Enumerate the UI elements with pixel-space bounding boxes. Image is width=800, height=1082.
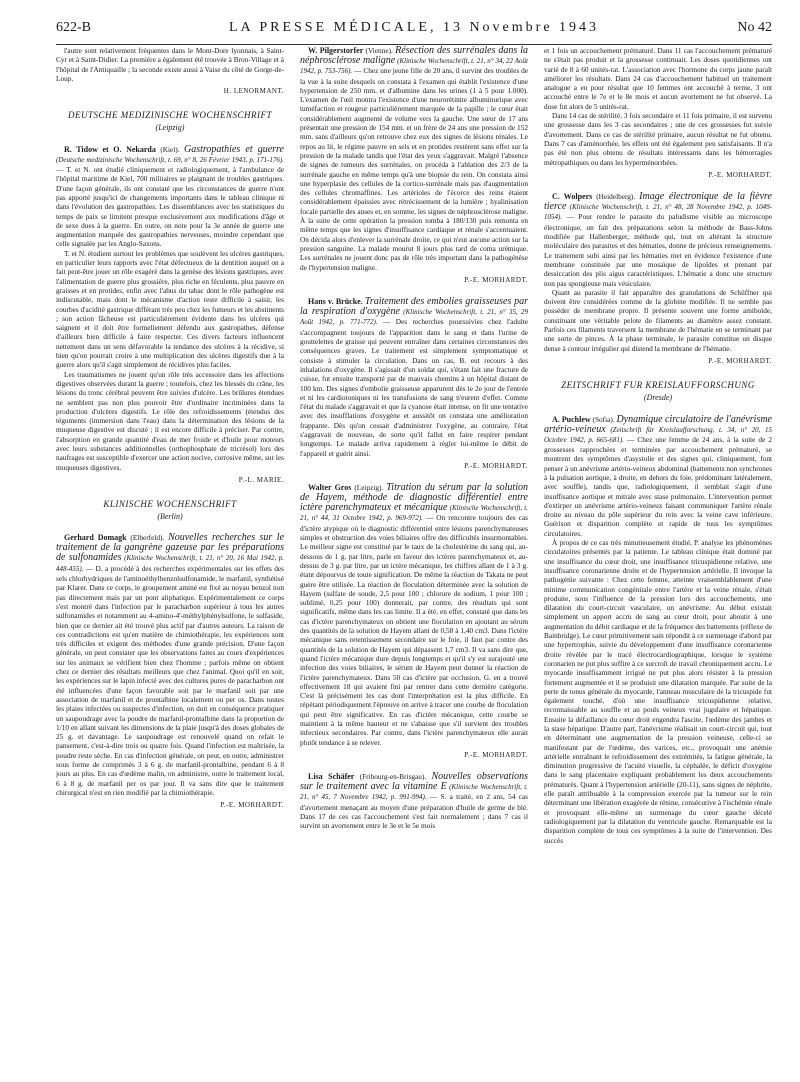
article-reference: (Deutsche medizinische Wochenschrift, t. 69, n° 8, 26 Février 1943, p. 171-176). bbox=[56, 155, 284, 164]
section-city: (Dresde) bbox=[643, 393, 673, 403]
article-author: Lisa Schäfer bbox=[308, 772, 355, 782]
article-author: A. Puchlew bbox=[552, 414, 591, 424]
article-title: Nouvelles recherches sur le traitement de la gangrène gazeuse par les préparations de sulfonamides bbox=[56, 532, 284, 564]
article-title: Image électronique de la fièvre tierce bbox=[544, 191, 772, 213]
article-affiliation: (Heidelberg). bbox=[596, 192, 636, 202]
article-title: Résection des surrénales dans la néphrosclérose maligne bbox=[300, 46, 528, 66]
column-2 bbox=[300, 46, 528, 1076]
signature: P.-E. MORHARDT. bbox=[708, 170, 772, 179]
article bbox=[56, 145, 284, 485]
section-heading: ZEITSCHRIFT FUR KREISLAUFFORSCHUNG bbox=[561, 380, 755, 391]
section-city: (Berlin) bbox=[157, 512, 183, 522]
article-body: — Pour rendre le parasite du paludisme visible au microscope électronique, on fait des préparations selon la méthode de Bass-Johns modifiée par Hallenberger, méthode qui, tout en altérant la structure moléculaire des parasites et des hématies, donne de précieux renseignements. Le traitement subi ainsi par les hématies met en évidence l'existence d'une membrane constituée par une mosaïque de lipoïdes et prenant par dessiccation des plis aigus caractéristiques. L'hématie a donc une structure non pas spongieuse mais vésiculaire. bbox=[544, 212, 772, 288]
article-reference: (Klinische Wochenschrift, t. 21, n° 34, 22 Août 1942, p. 753-756). bbox=[300, 57, 528, 76]
article-body: — T. et N. ont étudié cliniquement et radiologiquement, à l'ambulance de l'hôpital maritime de Kiel, 700 militaires se plaignant de troubles gastriques. D'une façon générale, ils ont constaté que les circonstances de guerre n'ont pas apporté jusqu'ici de changements importants dans le tableau clinique ni dans l'évolution des gastropathies. Les dissemblances avec les statistiques du temps de paix se limitent presque exclusivement aux modifications d'âge et de sexe dues à la guerre. En outre, on note pour la 3e année de guerre une augmentation marquée des gastropathies nerveuses, moindre cependant que celle signalée par les Anglo-Saxons. bbox=[56, 165, 284, 249]
signature: P.-E. MORHARDT. bbox=[464, 275, 528, 284]
article bbox=[300, 46, 528, 285]
column-1 bbox=[56, 46, 284, 1076]
issue-number: No 42 bbox=[737, 20, 772, 35]
intro-text: l'autre sont relativement fréquentes dans le Mont-Dore lyonnais, à Saint-Cyr et à Saint-Didier. La première a également été trouvée à Bron-Village et à l'hôpital de l'Antiquaille ; la seconde existe aussi à Vaise du côté de Gorge-de-Loup. bbox=[56, 46, 284, 83]
article-body: — Des recherches poursuivies chez l'adulte s'accompagnent toujours de l'apparition dans le sang et dans l'urine de gouttelettes de graisse qui peuvent entraîner dans certaines circonstances des conséquences graves. Le traitement est simplement symptomatique et consiste à stimuler la circulation. Dans un cas, B. eut recours à des inhalations d'oxygène. Il s'agissait d'un soldat qui, s'étant fait une fracture de cuisse, fut ensuite transporté par de mauvais chemins à un hôpital distant de 100 km. Des signes d'embolie graisseuse apparurent dès le 2e jour de l'entrée et ni les cardiotoniques ni les transfusions de sang n'eurent d'effet. Comme l'état du malade s'aggravait et que la cyanose était intense, on fit une tentative avec des insufflations d'oxygène et aussitôt on constata une amélioration frappante. Dès qu'on cessait d'administrer l'oxygène, au contraire, l'état s'aggravait de nouveau, de sorte qu'il fallut en faire respirer pendant longtemps. Le malade arriva rapidement à régler lui-même le débit de l'appareil et guérit ainsi. bbox=[300, 317, 528, 458]
article-body: Dans 14 cas de stérilité, 3 fois secondaire et 11 fois primaire, il est survenu une grossesse dans les 3 cas secondaires ; une de ces grossesses fut suivie d'avortement. Dans ce cas de stérilité primaire, aucun résultat ne fut obtenu. Dans 7 cas d'aménorrhée, les effets ont été également peu satisfaisants. Il n'a pas été non plus obtenu de résultats intéressants dans les hémorragies métropathiques ou dans les hyperménorrhées. bbox=[544, 111, 772, 167]
article-title: Gastropathies et guerre bbox=[183, 143, 284, 155]
article-body: — Chez une jeune fille de 20 ans, il survint des troubles de la vue à la suite desquels on constata à l'examen qui établit l'existence d'une hypertension de 250 mm. et d'albumine dans les urines (1 à 5 pour 1.000). L'examen de l'œil montra l'existence d'une neurorétinite albuminurique avec tuméfaction et rougeur particulièrement marquée de la papille ; le cœur était considérablement augmenté de volume vers la gauche. Une sœur de 17 ans présentait une pression de 154 mm. et un frère de 24 ans une pression de 152 mm. sans d'ailleurs qu'on retrouve chez eux des signes de lésions rénales. Le repos au lit, le régime pauvre en sels et en protides restèrent sans effet sur la pression de la malade tandis que l'état des yeux s'aggravait. Malgré l'absence de signes de tumeurs des surrénales, on procéda à l'ablation des 2/3 de la surrénale gauche en même temps qu'à une biopsie du rein. On constata ainsi une hyperplasie des cellules de la cortico-surrénale mais pas d'augmentation des cellules chromaffines. Les artérioles de l'écorce des reins étaient considérablement épaissies avec rétrécissement de la lumière ; hyalinisation focale partielle des anses et, en somme, les signes de néphrosclérose maligne. À la suite de cette opération la pression tomba à 180/130 puis remonta en même temps que les signes d'insuffisance cardiaque et rénale s'accentuaient. On décida alors d'enlever la surrénale droite, ce qui n'eut aucune action sur la pression sanguine. La malade mourut 8 jours plus tard de coma urémique. Les surrénales ne jouent donc pas de rôle très important dans la pathogénèse de l'hypertension maligne. bbox=[300, 66, 528, 272]
article-body: et 1 fois un accouchement prématuré. Dans 11 cas l'accouchement prématuré ne s'était pas produit et la grossesse continuait. Les doses quotidiennes ont varié de 8 à 60 unités-rat. L'association avec l'hormone du corps jaune paraît améliorer les résultats. Dans 24 cas d'accouchement habituel un traitement analogue a eu pour résultat que 10 femmes ont accouché à terme, 3 ont accouché entre le 7e et le 8e mois et aucun avortement ne fut observé. La dose fut alors de 5 unités-rat. bbox=[544, 46, 772, 111]
article-author: R. Tidow et O. Nekarda bbox=[64, 144, 156, 154]
article-body: — S. a traité, en 2 ans, 54 cas d'avortement menaçant au moyen d'une préparation d'huile de germe de blé. Dans 17 de ces cas l'accouchement s'est fait normalement ; dans 7 cas il survint un avortement entre le 3e et le 5e mois bbox=[300, 792, 528, 831]
article bbox=[300, 772, 528, 830]
article bbox=[300, 297, 528, 471]
article-title: Titration du sérum par la solution de Hayem, méthode de diagnostic différentiel entre ictère parenchymateux et mécanique bbox=[300, 482, 528, 514]
article-body: — On rencontre toujours des cas d'ictère atypique où le diagnostic différentiel entre lésions parenchymateuses simples et obstruction des voies biliaires offre des difficultés insurmontables. Le meilleur signe est constitué par le taux de la cholestérine du sang qui, au-dessous de 1 g. par litre, parle en faveur des ictères parenchymateux et, au-dessus de 3 g. par litre, par un ictère mécanique, les chiffres allant de 1 à 3 g. étant dépourvus de toute signification. De même la réaction de Takata ne peut guère être utilisée. La réaction de floculation déterminée avec la solution de Hayem (sulfate de soude, 2,5 pour 100 ; chlorure de sodium, 1 pour 100 ; sublimé, 0,25 pour 100) donnerait, par contre, des résultats qui sont significatifs, même dans les cas limite. Il a été, en effet, constaté que dans les cas d'ictère parenchymateux on obtient une floculation en ajoutant au sérum des quantités de la solution de Hayem allant de 0,58 à 1,40 cm3. Dans l'ictère mécanique sans retentissement secondaire sur le foie, il faut par contre des quantités de la solution de Hayem qui dépassent 1,7 cm3. Il va sans dire que, quand l'ictère mécanique dure depuis longtemps et qu'il s'y est surajouté une infection des voies biliaires, le sérum de Hayem peut donner la réaction de l'ictère parenchymateux. Dans 50 cas d'ictère par occlusion, G. en a trouvé effectivement 18 qui avaient fini par rentrer dans cette dernière catégorie. C'est là précisément les cas dont l'interprétation est la plus difficile. En répétant périodiquement l'épreuve on arrive à tracer une courbe de floculation qui peut être significative. En cas d'ictère mécanique, cette courbe se maintient à la même hauteur et ne s'abaisse que s'il survient des troubles infectieux secondaires. Par contre, dans l'ictère parenchymateux elle aurait plutôt tendance à se relever. bbox=[300, 513, 528, 747]
article bbox=[544, 415, 772, 845]
article bbox=[300, 483, 528, 760]
article-affiliation: (Kiel). bbox=[160, 144, 180, 154]
article-reference: (Klinische Wochenschrift, t. 21, n° 48, 28 Novembre 1942, p. 1049-1054). bbox=[544, 203, 772, 222]
page-header bbox=[56, 20, 772, 45]
article-reference: (Zeitschrift für Kreislaufforschung, t. 34, n° 20, 15 Octobre 1942, p. 665-681). bbox=[544, 425, 772, 444]
article-affiliation: (Vienne). bbox=[365, 46, 393, 55]
article-author: W. Pilgerstorfer bbox=[308, 46, 364, 55]
signature: P.-L. MARIE. bbox=[238, 475, 284, 484]
article-body: Les traumatismes ne jouent qu'un rôle très accessoire dans les affections digestives observées durant la guerre ; toutefois, chez les blessés du crâne, les lésions du tronc cérébral peuvent être suivies d'ulcère. Les brûlures étendues ne semblent pas non plus pouvoir être d'ordinaire incriminées dans la production d'ulcères digestifs. Le rôle des refroidissements (étendus des téguments (immersion dans l'eau) dans la détermination des lésions de la muqueuse digestive est discuté ; il est encore difficile à préciser. Par contre, l'absorption en grande quantité d'eau de mer froide et d'huile pour moteurs avec leurs substances additionnelles (orthophosphate de tricrésol) lors des naufrages est susceptible d'exercer une action nocive, corrosive même, sur les muqueuses digestives. bbox=[56, 369, 284, 472]
page-number: 622-B bbox=[56, 20, 91, 35]
signature: P.-E. MORHARDT. bbox=[464, 750, 528, 759]
article-title: Nouvelles observations sur le traitement avec la vitamine E bbox=[300, 771, 528, 793]
article-reference: (Klinische Wochenschrift, t. 21, n° 20, 16 Mai 1942, p. 448-455). bbox=[56, 554, 284, 573]
section-heading: DEUTSCHE MEDIZINISCHE WOCHENSCHRIFT bbox=[68, 110, 272, 121]
article-affiliation: (Leipzig). bbox=[354, 483, 384, 493]
article-reference: (Klinische Wochenschrift, t. 21, n° 44, 31 Octobre 1942, p. 969-972). bbox=[300, 504, 528, 523]
article-title: Dynamique circulatoire de l'anévrisme artério-veineux bbox=[544, 413, 772, 435]
signature: P.-E. MORHARDT. bbox=[464, 461, 528, 470]
article-reference: (Klinische Wochenschrift, t. 21, n° 35, 29 Août 1942, p. 771-772). bbox=[300, 308, 528, 327]
article-body: Quant au parasite il fait apparaître des granulations de Schüffner qui doivent être considérées comme de la globine modifiée. Il ne semble pas posséder de membrane propre. Il présente souvent une forme amiboïde, constituant une véritable pelote de filaments au diamètre assez constant. Parfois ces filaments traversent la membrane de l'hématie en se terminant par une sorte de pinces. À la phase terminale, le parasite constitue un disque dense à contour irrégulier qui distend la membrane de l'hématie. bbox=[544, 287, 772, 353]
article-body: À propos de ce cas très minutieusement étudié, P. analyse les phénomènes circulatoires présentés par la patiente. Le tableau clinique était dominé par une insuffisance du cœur droit, une insuffisance tricuspidienne relative, une insuffisance coronarienne droite et de l'hypertension artérielle. Il invoque la pathogénie suivante : Chez cette femme, atteinte vraisemblablement d'une minime communication congénitale entre l'artère et la veine rénale, s'était produite, sous l'influence de la pression lors des accouchements, une dilatation du court-circuit vasculaire, un anévrisme. Au début existait simplement un apport accru de sang au cœur droit, pour aboutir à une augmentation du débit cardiaque et de la fréquence des battements (réflexe de Bainbridge). Le cœur primitivement sain répondit à ce surmenage d'abord par une hypertrophie, suivie du développement d'une insuffisance coronarienne droite révélée par le tracé électrocardiographique, lorsque le système coronarien ne put plus suffire à ce surcroît de travail chroniquement accru. Le myocarde insuffisamment irrigué ne put plus alors résister à la pression fortement augmentée et il se produisit une dilatation marquée. Par suite de la perte de tonus générale du myocarde, l'anneau musculaire de la tricuspide fut également touché, d'où une insuffisance tricuspidienne relative, reconnaissable au souffle et au pouls veineux vrai jugulaire et hépatique. Ensuite la défaillance du cœur droit engendra l'ascite, l'œdème des jambes et la stase hépatique. D'autre part, l'anévrisme réalisait un court-circuit qui, tout en déterminant une augmentation de la pression veineuse, celle-ci se manifestant par de l'œdème, des varices, etc., provoquait une anémie artérielle entraînant le refroidissement des extrémités, la fatigue générale, la diminution progressive de l'acuité visuelle, la céphalée, le déficit d'oxygène dans le sang placentaire expliquant probablement les deux accouchements prématurés. Quant à l'hypertension artérielle (20-11), sans signes de néphrite, elle paraît attribuable à la compression exercée par la tumeur sur le rein déterminant une libération exagérée de rénine, consécutive à l'ischémie rénale et provoquant elle-même un surmenage du cœur gauche décelé radiologiquement par la dilatation du ventricule gauche. Remarquable est la disparition complète de tous ces symptômes à la suite de l'intervention. Des succès bbox=[544, 538, 772, 845]
signature: H. LENORMANT. bbox=[223, 87, 284, 96]
column-3 bbox=[544, 46, 772, 1076]
article-author: Gerhard Domagk bbox=[64, 533, 127, 543]
journal-title: LA PRESSE MÉDICALE, 13 Novembre 1943 bbox=[228, 20, 600, 35]
section-city: (Leipzig) bbox=[155, 123, 185, 133]
article-author: C. Wolpers bbox=[552, 192, 593, 202]
article-reference: (Klinische Wochenschrift, t. 21, n° 45, 7 Novembre 1942, p. 991-994). bbox=[300, 783, 528, 802]
article-title: Traitement des embolies graisseuses par la respiration d'oxygène bbox=[300, 296, 528, 318]
article bbox=[544, 192, 772, 366]
article bbox=[56, 533, 284, 810]
article-affiliation: (Sofia). bbox=[592, 414, 615, 424]
signature: P.-E. MORHARDT. bbox=[708, 356, 772, 365]
columns bbox=[56, 46, 772, 1076]
article-author: Walter Gros bbox=[308, 483, 352, 493]
article-author: Hans v. Brücke. bbox=[308, 297, 363, 307]
article-affiliation: (Elberfeld). bbox=[130, 533, 165, 543]
section-heading: KLINISCHE WOCHENSCHRIFT bbox=[103, 499, 237, 510]
article-body: T. et N. étudient surtout les problèmes que soulèvent les ulcères gastriques, en particulier leurs rapports avec l'état défectueux de la dentition auquel on a fait peut-être jouer un rôle exagéré dans la genèse des lésions gastriques, avec l'alimentation de guerre plus grossière, plus riche en féculents, plus pauvre en graisses et en protides, enfin avec l'abus du tabac dont le rôle pathogène est indiscutable, mais dont le mécanisme d'action reste difficile à saisir, les courbes d'acidité gastrique différant très peu chez les fumeurs et les abstinents ; son action fâcheuse est particulièrement évidente dans les ulcères qui saignent et il doit être formellement défendu aux gastropathes, défense d'ailleurs bien difficile à faire respecter. Ces divers facteurs influencent nettement dans un sens défavorable la tendance des ulcères à la récidive, si bien qu'on pourrait croire à une multiplication des ulcères digestifs due à la guerre alors qu'il s'agit simplement de récidives plus faciles. bbox=[56, 248, 284, 370]
article-affiliation: (Fribourg-en-Brisgau). bbox=[359, 772, 427, 782]
article-body: — D. a procédé à des recherches expérimentales sur les effets des sels chlorhydriques de l'aminoéthylbenzolsulfonamide, le marfanil, synthétisé par Klarer. Dans ce corps, le groupement aminé est fixé au noyau benzol non pas directement mais par un pont aliphatique. Expérimentalement ce corps s'est montré dans l'infection par le paracharbon supérieur à tous les autres sulfonamides et notamment au 4-amino-4'-méthylphénylsulfone, le sulfaside, bien que ce dernier ait été trouvé plus actif par d'autres auteurs. La raison de ces contradictions est qu'en matière de chimiothérapie, les expériences sont très difficiles et exigent des méthodes d'une grande précision. D'une façon générale, on peut constater que les observations faites au cours d'expériences sur les animaux se vérifient bien chez l'homme ; parfois même on obtient chez ce dernier des résultats meilleurs que chez l'animal. Quoi qu'il en soit, les expériences sur le lapin infecté avec des cultures pures de paracharbon ont été influencées d'une façon favorable soit par le marfanil soit par une association de marfanil et de prontalbine localement ou per os. Dans toutes les plaies infectées ou suspectes d'infection, on doit en conséquence pratiquer un saupoudrage avec la poudre de marfanil-prontalbine dans la proportion de 1/10 en allant suivant les dimensions de la plaie jusqu'à des doses globales de 25 g. et davantage. Le saupoudrage est renouvelé quand on refait le pansement, c'est-à-dire trois ou quatre fois. Quand l'infection est maîtrisée, la poudre reste sèche. En cas d'infection générale, on peut, en outre, administrer sous forme de comprimés 3 à 6 g. de marfanil-prontalbine, pendant 6 à 8 jours au plus. En cas d'œdème malin, on administre, outre le traitement local, 6 à 8 g. de marfanil per os par jour. Il va sans dire que le traitement chirurgical n'est en rien modifié par la chimiothérapie. bbox=[56, 563, 284, 797]
signature: P.-E. MORHARDT. bbox=[220, 801, 284, 810]
article-body: — Chez une femme de 24 ans, à la suite de 2 grossesses rapprochées et terminées par accouchement prématuré, se montrent des symptômes d'asystolie et des signes qui, cliniquement, font penser à un anévrisme artério-veineux abdominal (battements non synchrones à la pulsation aortique, à droite, en dehors du foie, prédominant latéralement, avec souffle), tandis que, radiologiquement, il semblait s'agir d'une insuffisance aortique et mitrale avec stase pulmonaire. L'intervention permet d'extirper un anévrisme artério-veineux faisant communiquer l'artère rénale droite au niveau du pôle supérieur du rein avec la veine cave inférieure. Guérison et disparition complète et rapide de tous les symptômes circulatoires. bbox=[544, 434, 772, 538]
